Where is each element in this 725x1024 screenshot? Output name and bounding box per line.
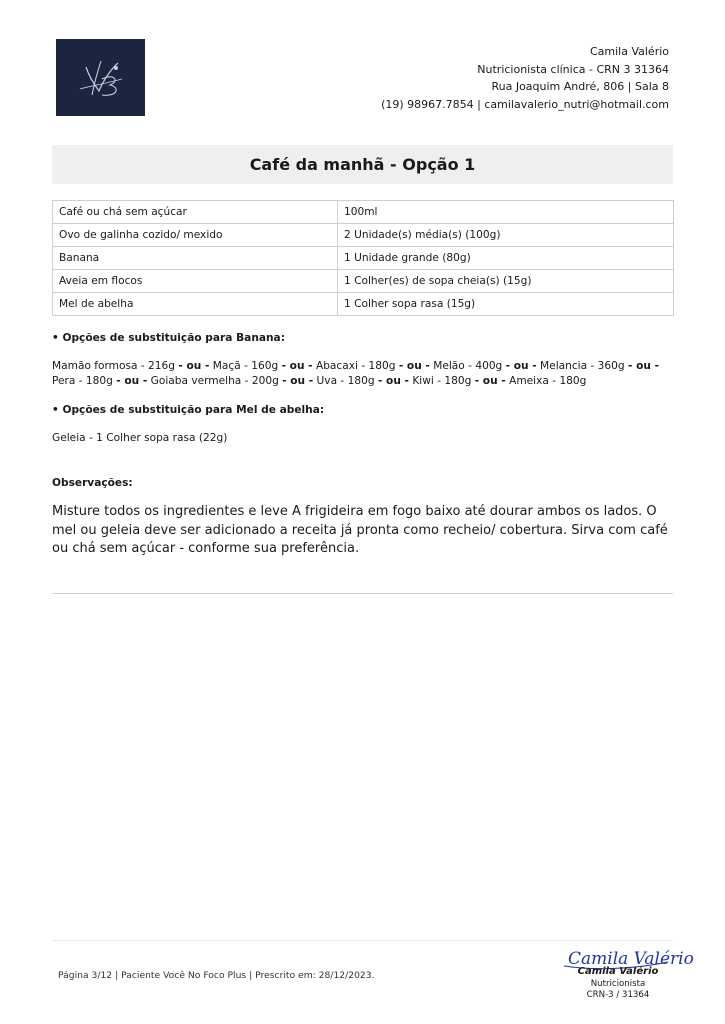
professional-name: Camila Valério (589, 45, 669, 58)
option-separator: - ou - (377, 375, 409, 387)
food-amount: 1 Colher(es) de sopa cheia(s) (15g) (338, 270, 674, 293)
substitution-option: Mamão formosa - 216g (52, 360, 175, 372)
table-row (53, 293, 674, 316)
option-separator: - ou - (505, 360, 537, 372)
option-separator: - ou - (398, 360, 430, 372)
signature-name: Camila Valério (577, 966, 659, 977)
option-separator: - ou - (178, 360, 210, 372)
monogram-logo-icon (56, 39, 145, 116)
signature-stamp (560, 942, 694, 1004)
food-name: Banana (53, 247, 338, 270)
substitution-option: Goiaba vermelha - 200g (150, 375, 279, 387)
page-footer: Página 3/12 | Paciente Você No Foco Plus | Prescrito em: 28/12/2023. (58, 970, 375, 981)
substitution-option: Geleia - 1 Colher sopa rasa (22g) (52, 432, 228, 444)
substitution-list-honey (52, 431, 676, 446)
food-name: Mel de abelha (53, 293, 338, 316)
table-row (53, 247, 674, 270)
signature-crn: CRN-3 / 31364 (586, 990, 650, 1000)
substitution-option: Melão - 400g (433, 360, 503, 372)
substitution-option: Abacaxi - 180g (315, 360, 396, 372)
professional-address: Rua Joaquim André, 806 | Sala 8 (491, 80, 669, 93)
substitution-option: Maçã - 160g (212, 360, 279, 372)
option-separator: - ou - (627, 360, 659, 372)
food-amount: 1 Colher sopa rasa (15g) (338, 293, 674, 316)
table-row (53, 224, 674, 247)
substitution-option: Ameixa - 180g (509, 375, 587, 387)
table-row (53, 201, 674, 224)
option-separator: - ou - (116, 375, 148, 387)
food-amount: 2 Unidade(s) média(s) (100g) (338, 224, 674, 247)
meal-title-bar (52, 145, 673, 184)
observations-title: Observações: (52, 477, 133, 489)
option-separator: - ou - (282, 375, 314, 387)
professional-info (381, 43, 669, 113)
substitution-title-honey: • Opções de substituição para Mel de abelha: (52, 404, 325, 416)
brand-logo (56, 39, 145, 116)
food-name: Ovo de galinha cozido/ mexido (53, 224, 338, 247)
substitution-title-banana: • Opções de substituição para Banana: (52, 332, 285, 344)
substitution-option: Melancia - 360g (540, 360, 625, 372)
substitution-option: Pera - 180g (52, 375, 113, 387)
content-divider (52, 593, 673, 594)
professional-contact: (19) 98967.7854 | camilavalerio_nutri@hotmail.com (381, 97, 669, 111)
substitution-option: Kiwi - 180g (412, 375, 472, 387)
option-separator: - ou - (474, 375, 506, 387)
footer-divider (52, 940, 673, 941)
food-amount: 1 Unidade grande (80g) (338, 247, 674, 270)
observations-text: Misture todos os ingredientes e leve A frigideira em fogo baixo até dourar ambos os lados. O mel ou geleia deve ser adicionado a receita já pronta como recheio/ cobertura. Sirva com café ou chá sem açúcar - conforme sua preferência. (52, 504, 668, 556)
option-separator: - ou - (281, 360, 313, 372)
table-row (53, 270, 674, 293)
food-amount: 100ml (338, 201, 674, 224)
signature-scribble: Camila Valério (568, 949, 694, 969)
meal-items-table (52, 200, 674, 316)
professional-credential: Nutricionista clínica - CRN 3 31364 (477, 62, 669, 76)
food-name: Café ou chá sem açúcar (53, 201, 338, 224)
signature-role: Nutricionista (590, 979, 646, 989)
substitution-option: Uva - 180g (316, 375, 375, 387)
food-name: Aveia em flocos (53, 270, 338, 293)
substitution-list-banana (52, 359, 676, 389)
meal-title: Café da manhã - Opção 1 (249, 155, 476, 174)
